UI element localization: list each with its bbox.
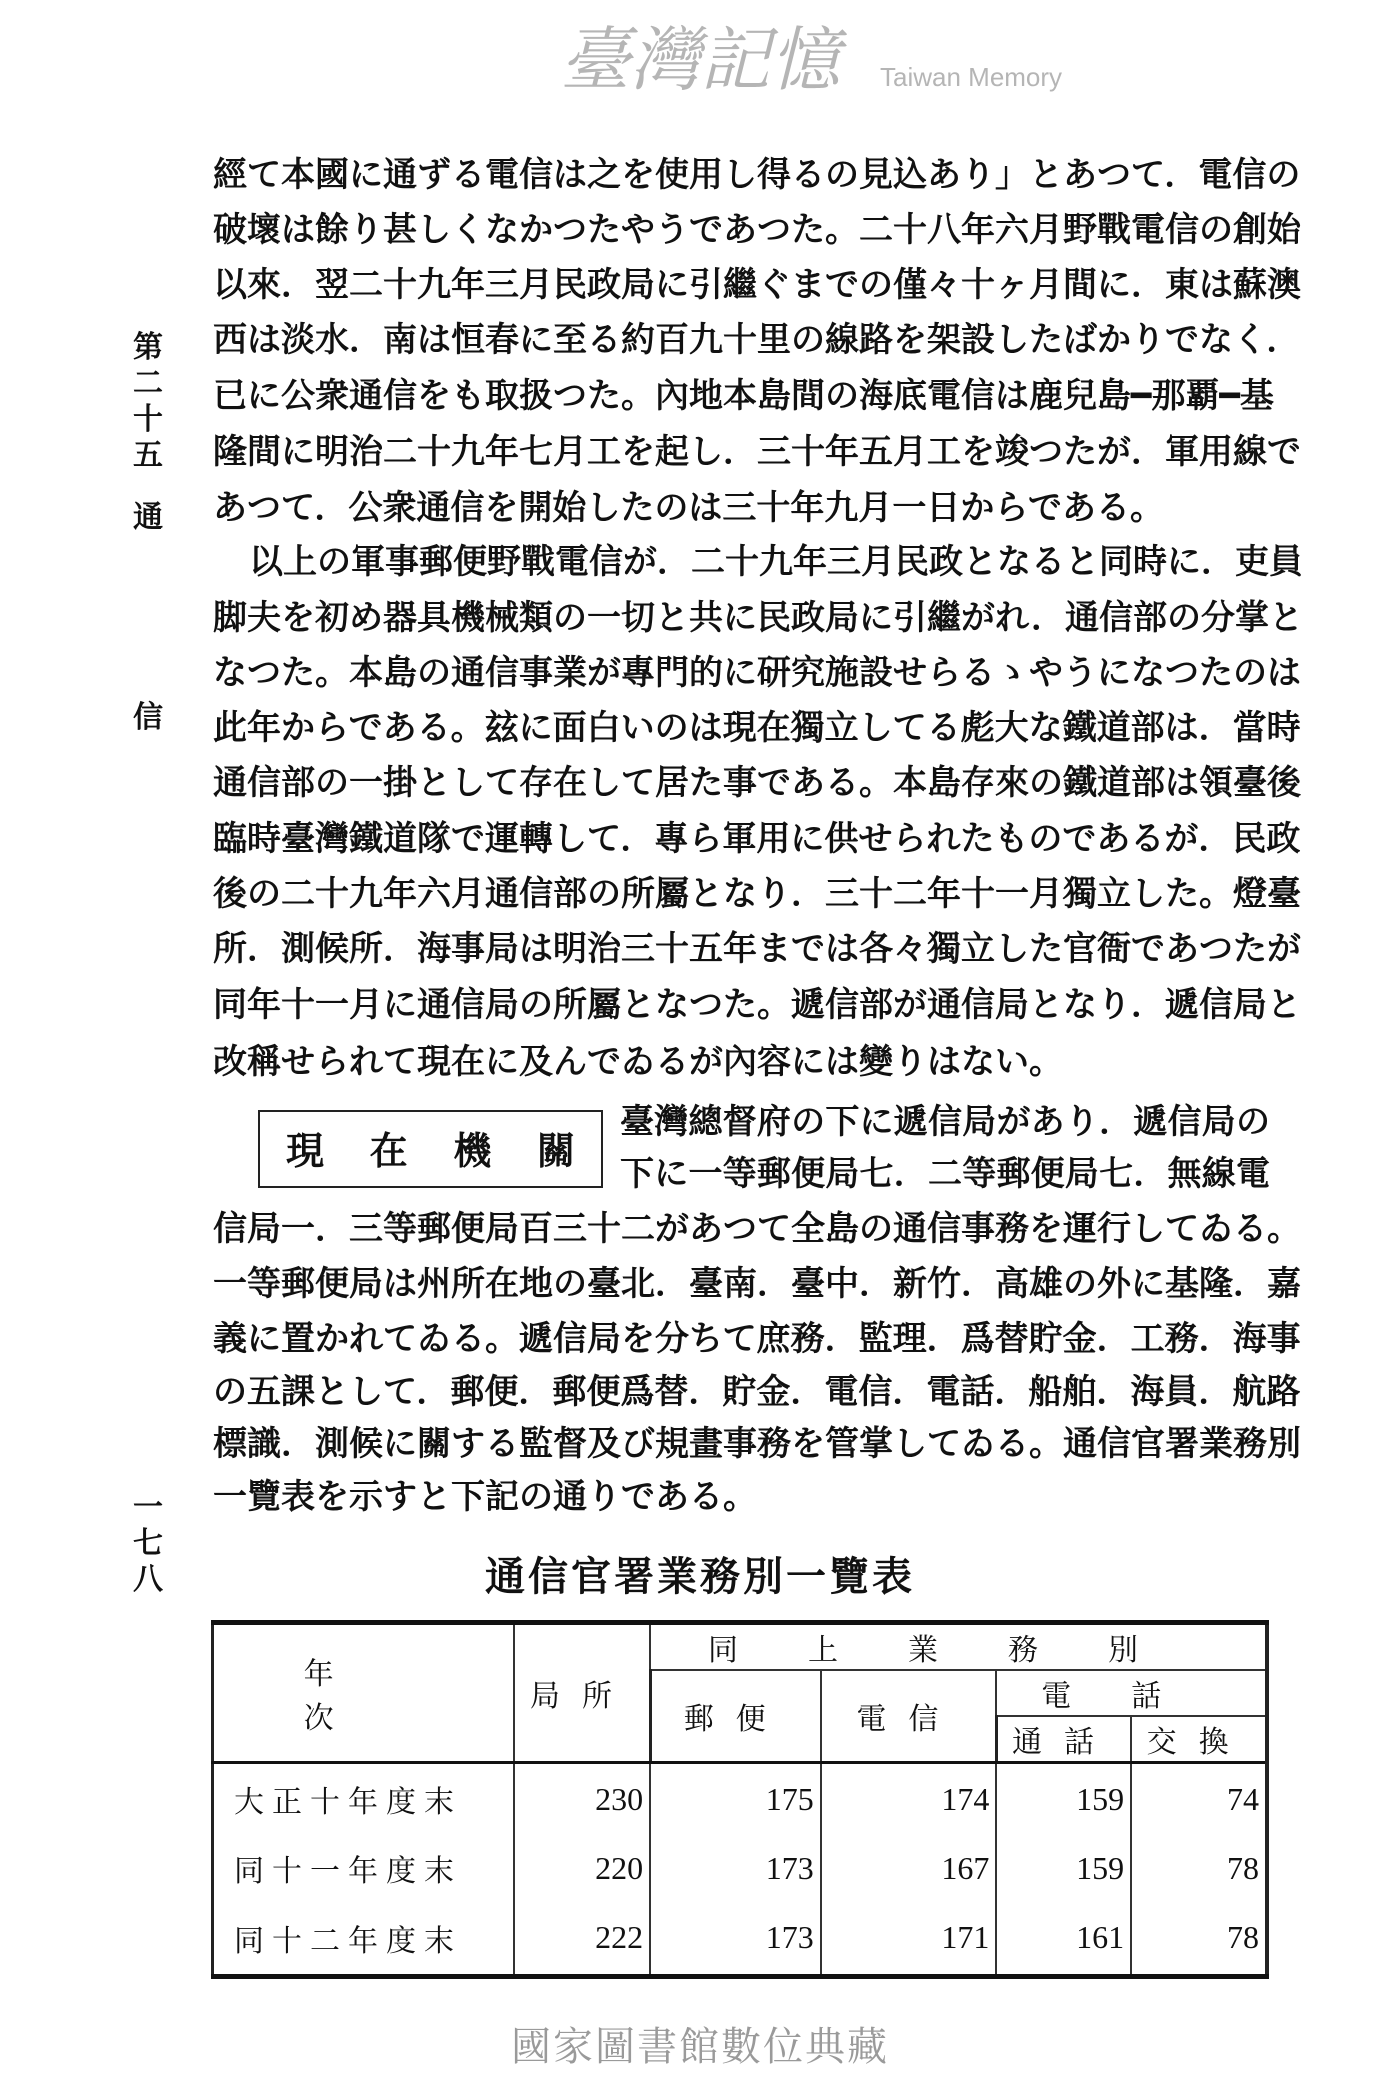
text-line: 義に置かれてゐる。遞信局を分ちて庶務．監理．爲替貯金．工務．海事 [213,1319,1301,1359]
cell-postal: 173 [650,1835,821,1902]
text-line: 臺灣總督府の下に遞信局があり．遞信局の [620,1102,1270,1142]
cell-year: 大正十年度末 [213,1763,515,1835]
table-title: 通信官署業務別一覽表 [485,1553,915,1600]
cell-exchange: 78 [1131,1902,1267,1977]
text-line: 標識．測候に關する監督及び規畫事務を管掌してゐる。通信官署業務別 [213,1424,1301,1464]
cell-telegraph: 174 [821,1763,997,1835]
cell-offices: 222 [514,1902,650,1977]
margin-section-1: 通 [133,500,163,535]
statistics-table [211,1620,1269,1979]
cell-year: 同十二年度末 [213,1902,515,1977]
cell-call: 159 [996,1835,1131,1902]
cell-offices: 220 [514,1835,650,1902]
header-year: 年 次 [213,1623,515,1763]
cell-telegraph: 167 [821,1835,997,1902]
section-heading-box: 現在機關 [258,1110,603,1188]
header-call: 通話 [996,1716,1131,1763]
text-line: 此年からである。玆に面白いのは現在獨立してる彪大な鐵道部は．當時 [213,708,1301,748]
table-row [213,1835,1268,1902]
text-line: 已に公衆通信をも取扱つた。內地本島間の海底電信は鹿兒島━那覇━基 [213,376,1274,416]
text-line: 下に一等郵便局七．二等郵便局七．無線電 [620,1154,1270,1194]
text-line: 一覽表を示すと下記の通りである。 [213,1477,757,1517]
table-row [213,1763,1268,1835]
cell-exchange: 78 [1131,1835,1267,1902]
text-line: 以上の軍事郵便野戰電信が．二十九年三月民政となると同時に．吏員 [249,542,1303,582]
watermark-subtitle: Taiwan Memory [880,62,1063,92]
cell-offices: 230 [514,1763,650,1835]
footer-credit: 國家圖書館數位典藏 [511,2024,889,2070]
table-row [213,1902,1268,1977]
text-line: 信局一．三等郵便局百三十二があつて全島の通信事務を運行してゐる。 [213,1209,1301,1249]
cell-postal: 173 [650,1902,821,1977]
header-postal: 郵便 [650,1670,821,1763]
text-line: 隆間に明治二十九年七月工を起し．三十年五月工を竣つたが．軍用線で [213,432,1301,472]
text-line: 以來．翌二十九年三月民政局に引繼ぐまでの僅々十ヶ月間に．東は蘇澳 [213,265,1301,305]
text-line: 臨時臺灣鐵道隊で運轉して．專ら軍用に供せられたものであるが．民政 [213,819,1301,859]
text-line: 破壞は餘り甚しくなかつたやうであつた。二十八年六月野戰電信の創始 [213,210,1301,250]
cell-telegraph: 171 [821,1902,997,1977]
cell-year: 同十一年度末 [213,1835,515,1902]
text-line: 所．測候所．海事局は明治三十五年までは各々獨立した官衙であつたが [213,929,1301,969]
cell-call: 159 [996,1763,1131,1835]
cell-call: 161 [996,1902,1131,1977]
text-line: 一等郵便局は州所在地の臺北．臺南．臺中．新竹．高雄の外に基隆．嘉 [213,1264,1301,1304]
header-telephone: 電話 [996,1670,1267,1716]
cell-postal: 175 [650,1763,821,1835]
watermark-logo: 臺灣記憶 [560,19,840,101]
text-line: 西は淡水．南は恒春に至る約百九十里の線路を架設したばかりでなく． [213,320,1301,360]
header-offices: 局所 [514,1623,650,1763]
text-line: の五課として．郵便．郵便爲替．貯金．電信．電話．船舶．海員．航路 [213,1372,1301,1412]
cell-exchange: 74 [1131,1763,1267,1835]
text-line: 後の二十九年六月通信部の所屬となり．三十二年十一月獨立した。燈臺 [213,874,1301,914]
margin-page-number: 一七八 [133,1490,163,1597]
text-line: なつた。本島の通信事業が專門的に研究施設せらるゝやうになつたのは [213,653,1301,693]
header-telegraph: 電信 [821,1670,997,1763]
header-exchange: 交換 [1131,1716,1267,1763]
text-line: 脚夫を初め器具機械類の一切と共に民政局に引繼がれ．通信部の分掌と [213,598,1304,638]
margin-chapter: 第二十五 [133,330,163,473]
text-line: 同年十一月に通信局の所屬となつた。遞信部が通信局となり．遞信局と [213,985,1301,1025]
margin-section-2: 信 [133,700,163,735]
header-business-group: 同上業務別 [650,1623,1267,1671]
text-line: 經て本國に通ずる電信は之を使用し得るの見込あり」とあつて．電信の [213,155,1301,195]
text-line: 通信部の一掛として存在して居た事である。本島存來の鐵道部は領臺後 [213,763,1301,803]
text-line: あつて．公衆通信を開始したのは三十年九月一日からである。 [213,488,1164,528]
text-line: 改稱せられて現在に及んでゐるが內容には變りはない。 [213,1042,1063,1082]
